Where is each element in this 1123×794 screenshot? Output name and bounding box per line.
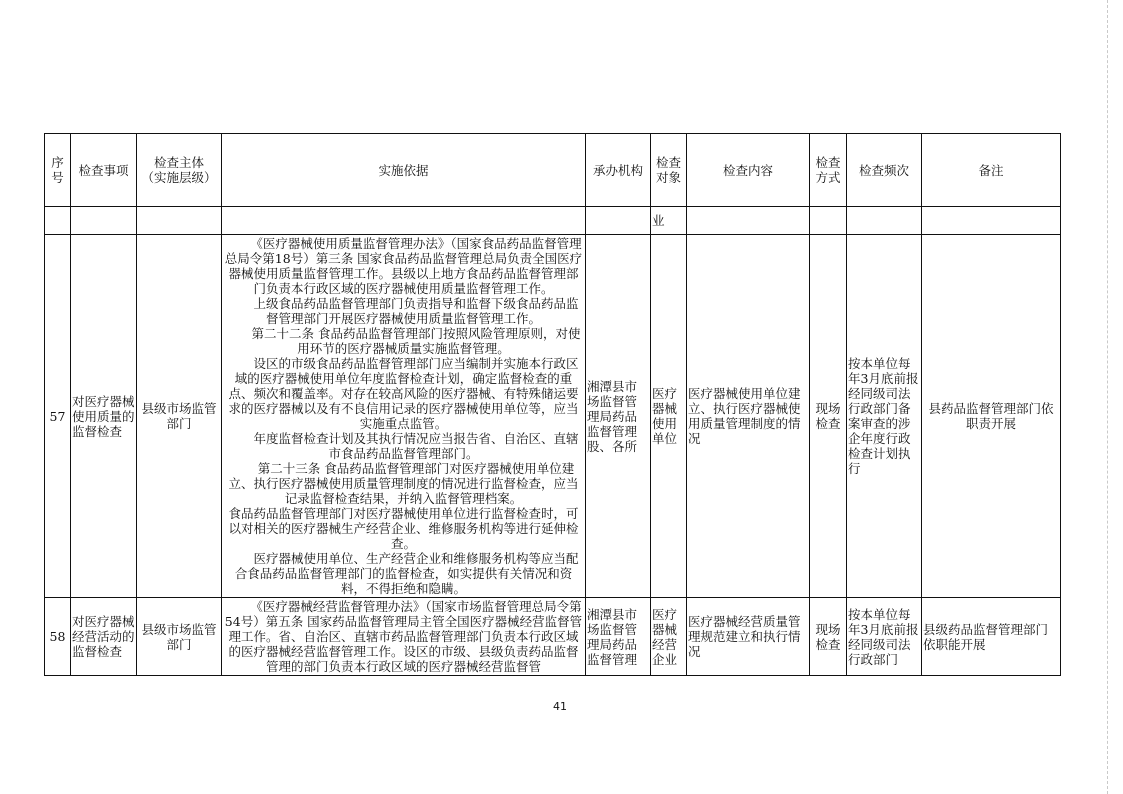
basis-paragraph: 第二十二条 食品药品监督管理部门按照风险管理原则，对使用环节的医疗器械质量实施监督管理。 — [251, 326, 581, 356]
row-content: 医疗器械经营质量管理规范建立和执行情况 — [687, 598, 810, 676]
header-method: 检查方式 — [810, 134, 847, 207]
header-item: 检查事项 — [71, 134, 137, 207]
row-basis — [222, 598, 586, 676]
basis-paragraph: 食品药品监督管理部门对医疗器械使用单位进行监督检查时，可以对相关的医疗器械生产经营企业、维修服务机构等进行延伸检查。 — [228, 506, 579, 551]
row-seq: 58 — [45, 598, 71, 676]
row-subject: 县级市场监管部门 — [137, 235, 222, 598]
basis-paragraph: 设区的市级食品药品监督管理部门应当编制并实施本行政区域的医疗器械使用单位年度监督检查计划，确定监督检查的重点、频次和覆盖率。对存在较高风险的医疗器械、有特殊储运要求的医疗器械以及有不良信用记录的医疗器械使用单位等，应当实施重点监管。 — [228, 356, 579, 431]
header-content: 检查内容 — [687, 134, 810, 207]
row-frequency: 按本单位每年3月底前报经同级司法行政部门备案审查的涉企年度行政检查计划执行 — [847, 235, 922, 598]
row-item: 对医疗器械使用质量的监督检查 — [71, 235, 137, 598]
header-target: 检查对象 — [651, 134, 687, 207]
header-subject-line2: （实施层级） — [141, 170, 217, 185]
row-subject: 县级市场监管部门 — [137, 598, 222, 676]
page-number: 41 — [553, 700, 567, 713]
row-target: 医疗器械使用单位 — [651, 235, 687, 598]
row-basis — [222, 235, 586, 598]
header-basis: 实施依据 — [222, 134, 586, 207]
cont-basis — [222, 207, 586, 235]
basis-paragraph: 《医疗器械使用质量监督管理办法》（国家食品药品监督管理总局令第18号）第三条 国家食品药品监督管理总局负责全国医疗器械使用质量监督管理工作。县级以上地方食品药品监督管理部门负责本行政区域的医疗器械使用质量监督管理工作。 — [224, 236, 583, 296]
cont-subject — [137, 207, 222, 235]
row-method: 现场检查 — [810, 598, 847, 676]
row-remarks: 县药品监督管理部门依职责开展 — [922, 235, 1061, 598]
header-frequency: 检查频次 — [847, 134, 922, 207]
row-item: 对医疗器械经营活动的监督检查 — [71, 598, 137, 676]
row-agency: 湘潭县市场监督管理局药品监督管理股、各所 — [586, 235, 651, 598]
row-target: 医疗器械经营企业 — [651, 598, 687, 676]
row-content: 医疗器械使用单位建立、执行医疗器械使用质量管理制度的情况 — [687, 235, 810, 598]
inspection-table — [44, 133, 1061, 676]
cont-frequency — [847, 207, 922, 235]
header-subject — [137, 134, 222, 207]
basis-paragraph: 《医疗器械经营监督管理办法》（国家市场监督管理总局令第54号）第五条 国家药品监督管理局主管全国医疗器械经营监督管理工作。省、自治区、直辖市药品监督管理部门负责本行政区域的医疗器械经营监督管理工作。设区的市级、县级负责药品监督管理的部门负责本行政区域的医疗器械经营监督管 — [224, 599, 583, 674]
header-row — [45, 134, 1061, 207]
basis-paragraph: 医疗器械使用单位、生产经营企业和维修服务机构等应当配合食品药品监督管理部门的监督检查，如实提供有关情况和资料，不得拒绝和隐瞒。 — [234, 551, 579, 596]
continuation-row — [45, 207, 1061, 235]
header-remarks: 备注 — [922, 134, 1061, 207]
header-agency: 承办机构 — [586, 134, 651, 207]
cont-remarks — [922, 207, 1061, 235]
header-subject-line1: 检查主体 — [153, 155, 204, 170]
cont-target: 业 — [651, 207, 687, 235]
scan-edge-mark — [1107, 0, 1108, 794]
basis-paragraph: 上级食品药品监督管理部门负责指导和监督下级食品药品监督管理部门开展医疗器械使用质量监督管理工作。 — [253, 296, 579, 326]
table-row — [45, 235, 1061, 598]
table-row — [45, 598, 1061, 676]
row-frequency: 按本单位每年3月底前报经同级司法行政部门 — [847, 598, 922, 676]
row-remarks: 县级药品监督管理部门依职能开展 — [922, 598, 1061, 676]
basis-paragraph: 第二十三条 食品药品监督管理部门对医疗器械使用单位建立、执行医疗器械使用质量管理制度的情况进行监督检查，应当记录监督检查结果，并纳入监督管理档案。 — [228, 461, 579, 506]
cont-item — [71, 207, 137, 235]
row-seq: 57 — [45, 235, 71, 598]
row-method: 现场检查 — [810, 235, 847, 598]
cont-content — [687, 207, 810, 235]
cont-seq — [45, 207, 71, 235]
basis-paragraph: 年度监督检查计划及其执行情况应当报告省、自治区、直辖市食品药品监督管理部门。 — [253, 431, 579, 461]
row-agency: 湘潭县市场监督管理局药品监督管理 — [586, 598, 651, 676]
cont-method — [810, 207, 847, 235]
header-seq: 序号 — [45, 134, 71, 207]
cont-agency — [586, 207, 651, 235]
